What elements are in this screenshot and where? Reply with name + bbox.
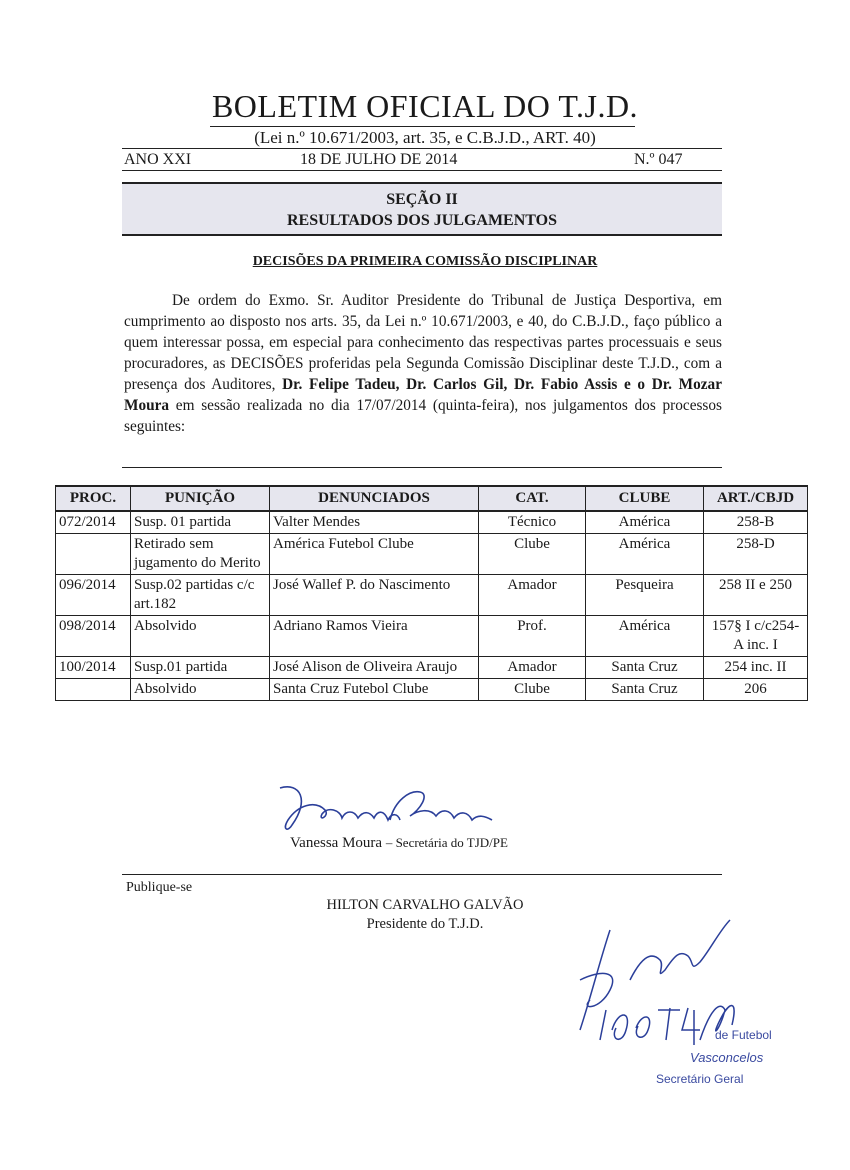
body-paragraph [124, 290, 722, 437]
cell-cat: Técnico [479, 511, 586, 534]
cell-denunciado: José Alison de Oliveira Araujo [270, 657, 479, 679]
header-clube: CLUBE [586, 486, 704, 511]
cell-punicao: Susp.02 partidas c/c art.182 [131, 575, 270, 616]
table-row [56, 679, 808, 701]
cell-denunciado: América Futebol Clube [270, 534, 479, 575]
table-row [56, 534, 808, 575]
cell-art: 206 [704, 679, 808, 701]
cell-denunciado: Valter Mendes [270, 511, 479, 534]
secretary-signature [270, 780, 500, 840]
cell-punicao: Retirado sem jugamento do Merito [131, 534, 270, 575]
header-punicao: PUNIÇÃO [131, 486, 270, 511]
cell-punicao: Susp.01 partida [131, 657, 270, 679]
table-row [56, 657, 808, 679]
header-denunciados: DENUNCIADOS [270, 486, 479, 511]
cell-art: 258-B [704, 511, 808, 534]
date-label: 18 DE JULHO DE 2014 [300, 151, 458, 168]
secretary-name: Vanessa Moura [290, 835, 383, 851]
cell-punicao: Absolvido [131, 616, 270, 657]
table-row [56, 616, 808, 657]
secretary-role: – Secretária do TJD/PE [385, 835, 508, 850]
number-label: N.º 047 [634, 151, 683, 168]
cell-art: 157§ I c/c254-A inc. I [704, 616, 808, 657]
cell-clube: Santa Cruz [586, 657, 704, 679]
cell-clube: Pesqueira [586, 575, 704, 616]
cell-denunciado: Adriano Ramos Vieira [270, 616, 479, 657]
title-underline [210, 126, 635, 127]
table-row [56, 511, 808, 534]
section-rule-bottom [122, 234, 722, 236]
header-art: ART./CBJD [704, 486, 808, 511]
publique-label: Publique-se [126, 880, 193, 895]
cell-denunciado: José Wallef P. do Nascimento [270, 575, 479, 616]
cell-clube: Santa Cruz [586, 679, 704, 701]
stamp-line-3: Secretário Geral [656, 1072, 744, 1086]
cell-punicao: Susp. 01 partida [131, 511, 270, 534]
bulletin-title: BOLETIM OFICIAL DO T.J.D. [211, 88, 639, 124]
cell-art: 258-D [704, 534, 808, 575]
stamp-line-2: Vasconcelos [690, 1050, 764, 1065]
secretary-name-line [290, 835, 508, 852]
cell-denunciado: Santa Cruz Futebol Clube [270, 679, 479, 701]
cell-cat: Amador [479, 575, 586, 616]
cell-proc: 072/2014 [56, 511, 131, 534]
cell-cat: Amador [479, 657, 586, 679]
bulletin-subtitle: (Lei n.º 10.671/2003, art. 35, e C.B.J.D., ART. 40) [254, 128, 596, 147]
cell-proc: 100/2014 [56, 657, 131, 679]
president-title: Presidente do T.J.D. [366, 916, 484, 932]
table-row [56, 575, 808, 616]
auditors-list: Dr. Felipe Tadeu, Dr. Carlos Gil, Dr. Fabio Assis e o Dr. Mozar Moura [124, 376, 722, 414]
cell-proc [56, 534, 131, 575]
header-proc: PROC. [56, 486, 131, 511]
footer-rule [122, 874, 722, 875]
stamp-line-1: de Futebol [715, 1028, 772, 1042]
cell-clube: América [586, 616, 704, 657]
year-label: ANO XXI [124, 151, 192, 168]
header-cat: CAT. [479, 486, 586, 511]
header-rule-bottom [122, 170, 722, 171]
president-name: HILTON CARVALHO GALVÃO [326, 897, 524, 913]
cell-cat: Prof. [479, 616, 586, 657]
body-text-part2: em sessão realizada no dia 17/07/2014 (quinta-feira), nos julgamentos dos processos seguintes: [124, 397, 722, 435]
cell-cat: Clube [479, 679, 586, 701]
cell-proc: 096/2014 [56, 575, 131, 616]
cell-clube: América [586, 534, 704, 575]
cell-art: 258 II e 250 [704, 575, 808, 616]
section-title: RESULTADOS DOS JULGAMENTOS [287, 212, 557, 229]
results-table [55, 485, 808, 701]
table-separator-rule [122, 467, 722, 468]
cell-clube: América [586, 511, 704, 534]
header-rule-top [122, 148, 722, 149]
cell-punicao: Absolvido [131, 679, 270, 701]
cell-cat: Clube [479, 534, 586, 575]
cell-proc: 098/2014 [56, 616, 131, 657]
decisoes-heading: DECISÕES DA PRIMEIRA COMISSÃO DISCIPLINAR [252, 254, 598, 269]
section-number: SEÇÃO II [386, 191, 458, 208]
cell-proc [56, 679, 131, 701]
table-header-row [56, 486, 808, 511]
body-text-part1: De ordem do Exmo. Sr. Auditor Presidente do Tribunal de Justiça Desportiva, em cumprimento ao disposto nos arts. 35, da Lei n.º 10.671/2003, e 40, do C.B.J.D., faço público a quem interessar possa, em especial para conhecimento das respectivas partes processuais e seus procuradores, as DECISÕES proferidas pela Segunda Comissão Disciplinar deste T.J.D., com a presença dos Auditores, [124, 292, 722, 393]
cell-art: 254 inc. II [704, 657, 808, 679]
